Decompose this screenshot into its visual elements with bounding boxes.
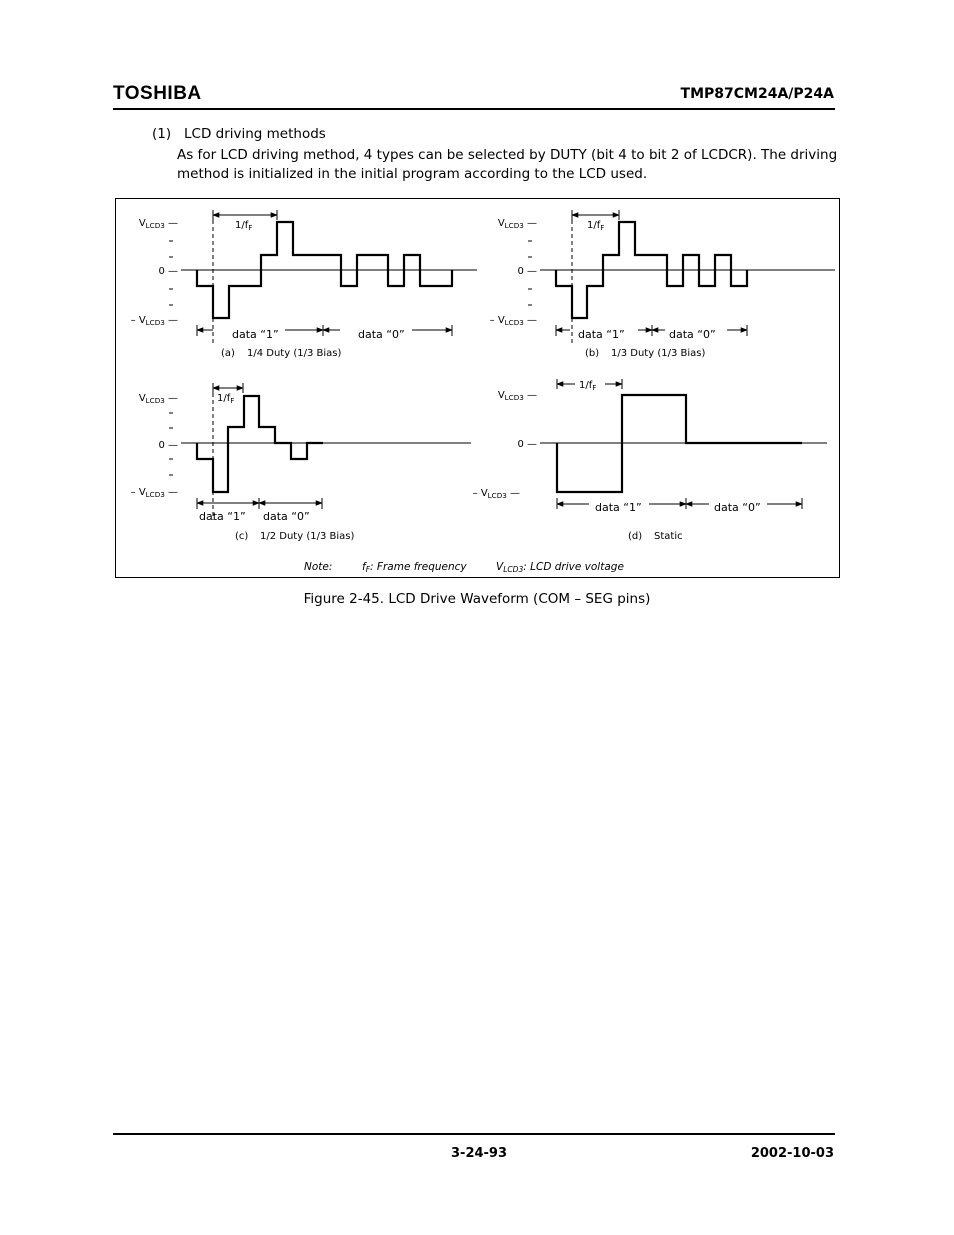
zero-label-a: 0 —	[158, 266, 178, 277]
zero-label-d: 0 —	[517, 439, 537, 450]
waveform-figure	[115, 198, 840, 578]
period-label-b: $1/f_F$	[587, 220, 605, 232]
data0-label-a: data “0”	[358, 328, 405, 341]
note-label: Note:	[304, 561, 333, 573]
footer-rule	[113, 1133, 835, 1135]
panel-label-d: (d)	[628, 531, 643, 542]
data0-label-c: data “0”	[263, 510, 310, 523]
data1-label-a: data “1”	[232, 328, 279, 341]
vlcd3-label-a: $V_{LCD3}$ —	[138, 218, 178, 230]
data1-label-d: data “1”	[595, 501, 642, 514]
part-number: TMP87CM24A/P24A	[680, 86, 834, 102]
data0-label-b: data “0”	[669, 328, 716, 341]
panel-title-c: 1/2 Duty (1/3 Bias)	[260, 531, 355, 542]
header-rule	[113, 108, 835, 110]
panel-label-c: (c)	[235, 531, 249, 542]
period-label-a: $1/f_F$	[235, 220, 253, 232]
brand-logo: TOSHIBA	[113, 83, 202, 104]
panel-label-b: (b)	[585, 348, 600, 359]
section-paragraph: As for LCD driving method, 4 types can be selected by DUTY (bit 4 to bit 2 of LCDCR). The driving method is initialized in the initial program according to the LCD used.	[177, 147, 838, 182]
section-number: (1)	[152, 126, 172, 142]
neg-vlcd3-label-b: – $V_{LCD3}$ —	[489, 315, 537, 327]
zero-label-c: 0 —	[158, 440, 178, 451]
data0-label-d: data “0”	[714, 501, 761, 514]
note-frame-frequency: fF: Frame frequency	[362, 561, 467, 574]
section-heading	[152, 126, 326, 142]
page-number: 3-24-93	[451, 1146, 508, 1161]
footer-date: 2002-10-03	[750, 1146, 834, 1161]
neg-vlcd3-label-d: – $V_{LCD3}$ —	[472, 488, 520, 500]
vlcd3-label-c: $V_{LCD3}$ —	[138, 393, 178, 405]
zero-label-b: 0 —	[517, 266, 537, 277]
period-label-c: $1/f_F$	[217, 393, 235, 405]
period-label-d: $1/f_F$	[579, 380, 597, 392]
neg-vlcd3-label-c: – $V_{LCD3}$ —	[130, 487, 178, 499]
vlcd3-label-d: $V_{LCD3}$ —	[497, 390, 537, 402]
neg-vlcd3-label-a: – $V_{LCD3}$ —	[130, 315, 178, 327]
data1-label-b: data “1”	[578, 328, 625, 341]
note-drive-voltage: VLCD3: LCD drive voltage	[496, 561, 624, 574]
panel-title-b: 1/3 Duty (1/3 Bias)	[611, 348, 706, 359]
figure-caption: Figure 2-45. LCD Drive Waveform (COM – SEG pins)	[303, 591, 651, 607]
waveform-c	[197, 396, 323, 492]
panel-title-a: 1/4 Duty (1/3 Bias)	[247, 348, 342, 359]
panel-title-d: Static	[654, 531, 683, 542]
vlcd3-label-b: $V_{LCD3}$ —	[497, 218, 537, 230]
panel-label-a: (a)	[221, 348, 235, 359]
section-title: LCD driving methods	[184, 126, 326, 142]
data1-label-c: data “1”	[199, 510, 246, 523]
